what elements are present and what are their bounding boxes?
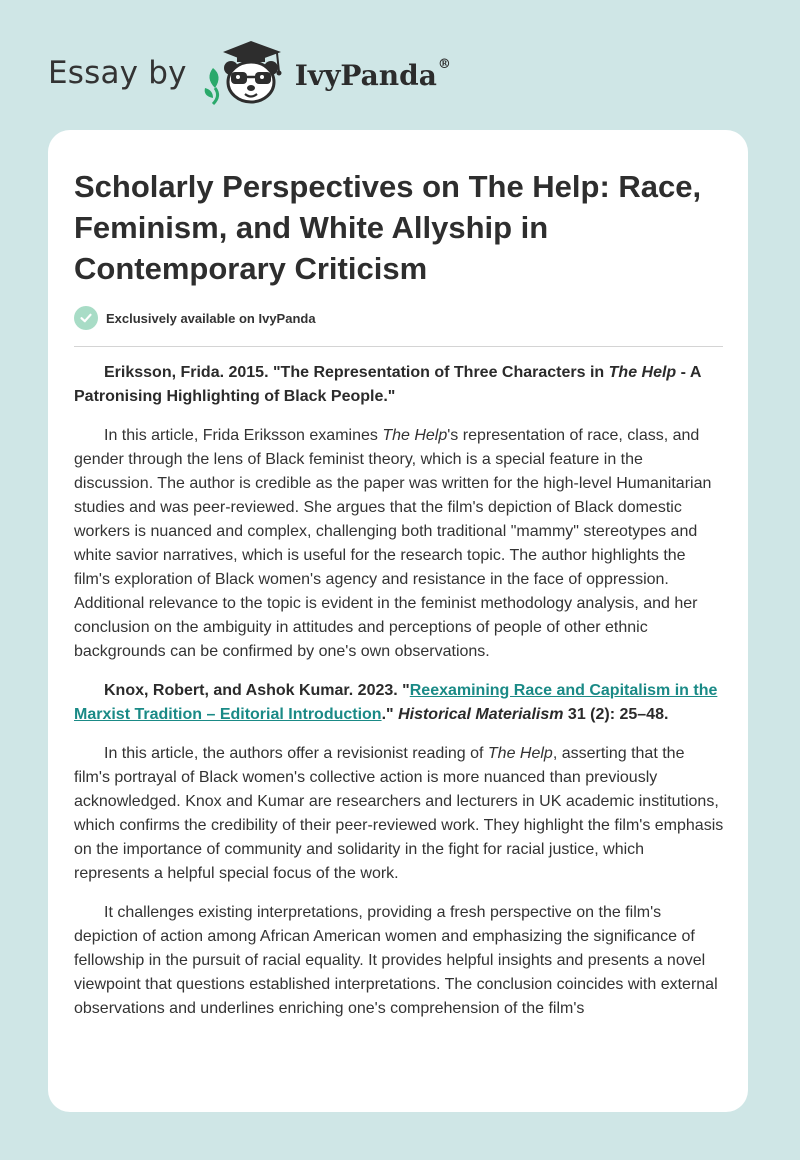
brand-prefix: Essay by (48, 55, 187, 91)
registered-mark: ® (437, 57, 451, 73)
reference-1: Eriksson, Frida. 2015. "The Representation of Three Characters in The Help - A Patronising Highlighting of Black People." (74, 364, 701, 405)
paragraph-2: In this article, the authors offer a revisionist reading of The Help, asserting that the film's portrayal of Black women's collective action is more nuanced than previously acknowledged. Knox and Kumar are researchers and lecturers in UK academic institutions, which confirms the credibility of their peer-reviewed work. They highlight the film's emphasis on the importance of community and solidarity in the fight for racial justice, which represents a helpful special focus of the work. (74, 745, 724, 882)
brand-header[interactable] (48, 38, 451, 108)
essay-body (74, 361, 724, 1036)
check-circle-icon (74, 306, 98, 330)
badge-text: Exclusively available on IvyPanda (106, 310, 316, 326)
divider (74, 346, 723, 347)
reference-link[interactable]: Reexamining Race and Capitalism in the Marxist Tradition – Editorial Introduction (74, 682, 718, 723)
panda-logo-icon (201, 38, 293, 108)
reference-2: Knox, Robert, and Ashok Kumar. 2023. "Reexamining Race and Capitalism in the Marxist Tradition – Editorial Introduction." Historical Materialism 31 (2): 25–48. (74, 682, 718, 723)
paragraph-3: It challenges existing interpretations, providing a fresh perspective on the film's depiction of action among African American women and emphasizing the significance of fellowship in the pursuit of racial equality. It provides helpful insights and presents a novel viewpoint that questions established interpretations. The conclusion coincides with external observations and underlines enriching one's comprehension of the film's (74, 904, 718, 1017)
brand-name: IvyPanda® (294, 57, 451, 92)
essay-card (48, 130, 748, 1112)
exclusive-badge (74, 306, 316, 330)
essay-title: Scholarly Perspectives on The Help: Race, Feminism, and White Allyship in Contemporary Criticism (74, 169, 702, 286)
paragraph-1: In this article, Frida Eriksson examines The Help's representation of race, class, and gender through the lens of Black feminist theory, which is a special feature in the discussion. The author is credible as the paper was written for the high-level Humanitarian studies and was peer-reviewed. She argues that the film's depiction of Black domestic workers is nuanced and complex, challenging both traditional "mammy" stereotypes and white savior narratives, which is useful for the research topic. The author highlights the film's exploration of Black women's agency and resistance in the face of oppression. Additional relevance to the topic is evident in the feminist methodology analysis, and her conclusion on the ambiguity in attitudes and perceptions of people of other ethnic backgrounds can be confirmed by one's own observations. (74, 427, 712, 660)
